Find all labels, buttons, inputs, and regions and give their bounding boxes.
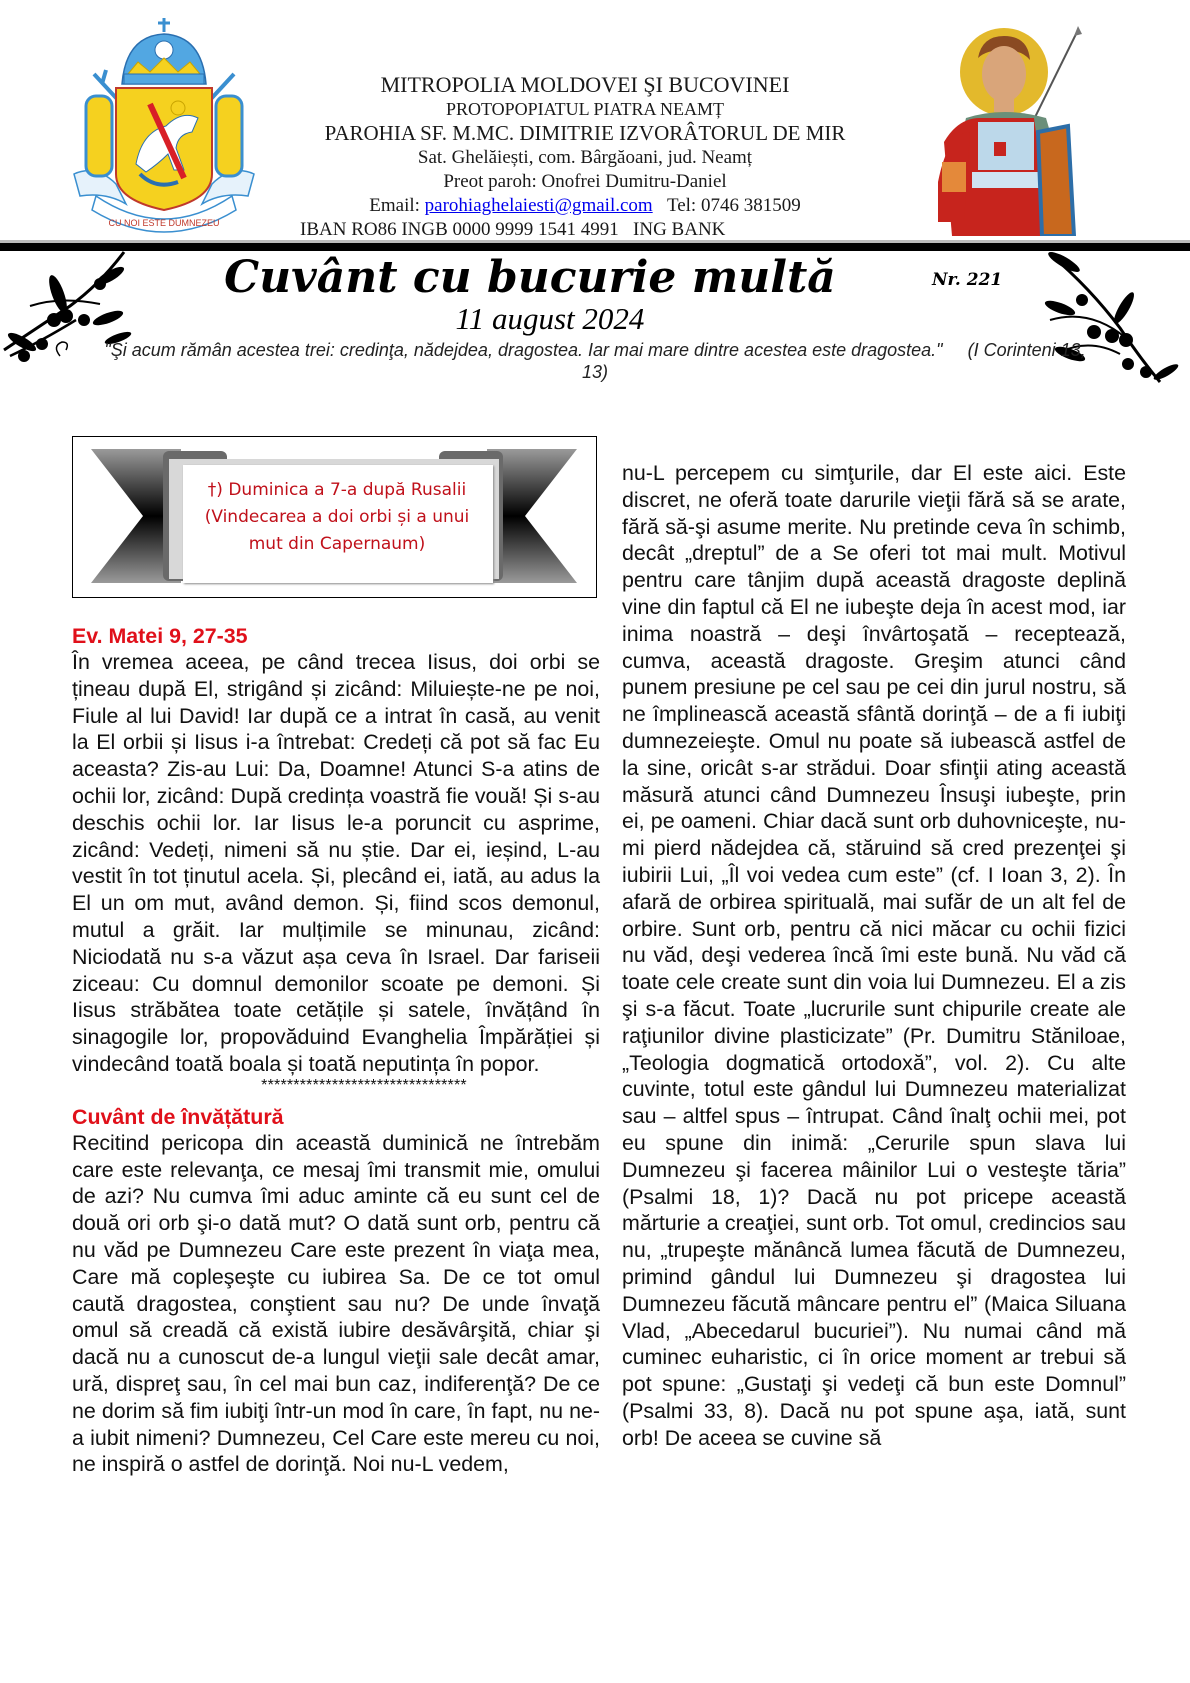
- feast-line-3: mut din Capernaum): [248, 534, 426, 554]
- contact-line: [280, 194, 890, 218]
- sermon-text-left: Recitind pericopa din această duminică ne întrebăm care este relevanţa, ce mesaj îmi transmit mie, omului de azi? Nu cumva îmi aduc aminte că eu sunt cel de două ori orb şi-o dată mut? O dată sunt orb, pentru că nu văd pe Dumnezeu Care este prezent în viaţa mea, Care mă copleşeşte cu iubirea Sa. De ce tot omul caută dragostea, conştient sau nu? De unde învaţă omul să creadă că există iubire desăvârşită, chiar şi dacă nu a cunoscut de-a lungul vieţii sale decât amar, ură, dispreţ sau, în cel mai bun caz, indiferenţă? De ce ne dorim să fim iubiţi într-un mod în care, în fapt, nu ne-a iubit nimeni? Dumnezeu, Cel Care este mereu cu noi, ne inspiră o astfel de dorinţă. Noi nu-L vedem,: [72, 1130, 600, 1477]
- parish-priest: Preot paroh: Onofrei Dumitru-Daniel: [443, 171, 727, 192]
- email-label: Email:: [369, 195, 425, 216]
- sermon-title: Cuvânt de învățătură: [72, 1104, 284, 1129]
- section-separator: ********************************: [261, 1076, 467, 1094]
- phone-number: Tel: 0746 381509: [666, 195, 801, 216]
- newsletter-title: Cuvânt cu bucurie multă: [224, 252, 836, 303]
- parish-header: [280, 72, 890, 241]
- feast-title: [182, 477, 492, 558]
- left-column: [72, 623, 600, 1478]
- iban-line: IBAN RO86 INGB 0000 9999 1541 4991 ING BANK: [300, 219, 726, 240]
- gospel-title: Ev. Matei 9, 27-35: [72, 624, 248, 648]
- organization-name: MITROPOLIA MOLDOVEI ŞI BUCOVINEI: [380, 72, 790, 97]
- saint-dimitrie-icon-image: [938, 22, 1088, 236]
- email-link[interactable]: parohiaghelaiesti@gmail.com: [424, 195, 653, 216]
- coat-of-arms-logo: [66, 14, 262, 240]
- issue-number: Nr. 221: [932, 270, 1003, 290]
- parish-address: Sat. Ghelăiești, com. Bârgăoani, jud. Neamț: [417, 147, 753, 168]
- sermon-text-right: nu-L percepem cu simţurile, dar El este aici. Este discret, ne oferă toate darurile vieţii fără să se arate, fără să-şi asume merite. Nu pretinde ceva în schimb, decât „dreptul” de a Se oferi tot mai mult. Motivul pentru care tânjim după această dragoste deplină vine din faptul că El ne iubeşte deja în acest mod, iar inima noastră – deşi învârtoşată – receptează, cumva, această dragoste. Greşim atunci când punem presiune pe cel sau pe cei din jurul nostru, să ne împlinească această sfântă dorinţă – de a fi iubiţi dumnezeieşte. Omul nu poate să iubească astfel de la sine, oricât s-ar strădui. Doar sfinţii ating această măsură atunci când Dumnezeu Însuşi iubeşte, prin ei, pe oameni. Chiar dacă sunt orb duhovniceşte, nu-mi pierd nădejdea că, stăruind să cred prezenţei şi iubirii Lui, „Îl voi vedea cum este” (cf. I Ioan 3, 2). În afară de orbirea spirituală, mai sufăr de un alt fel de orbire. Sunt orb, pentru că nici măcar cu ochii fizici nu văd, deşi vederea încă îmi este bună. Nu văd că toate cele create sunt din voia lui Dumnezeu. El a zis şi s-a făcut. Toate „lucrurile sunt chipurile create ale raţiunilor divine plasticizate” (Pr. Dumitru Stăniloae, „Teologia dogmatică ortodoxă”, vol. 2). Cu alte cuvinte, totul este gândul lui Dumnezeu materializat sau – altfel spus – întrupat. Când înalţ ochii mei, pot eu spune din inimă: „Cerurile spun slava lui Dumnezeu şi facerea mâinilor Lui o vesteşte tăria” (Psalmi 18, 1)? Dacă nu pot pricepe această mărturie a creaţiei, sunt orb. Tot omul, credincios sau nu, „trupeşte mănâncă lumea făcută de Dumnezeu, primind gândul lui Dumnezeu şi dragostea lui Dumnezeu făcută mâncare pentru el” (Maica Siluana Vlad, „Abecedarul bucuriei”). Nu numai când mă cuminec euharistic, ci în orice moment ar trebui să pot spune: „Gustaţi şi vedeţi că bun este Domnul” (Psalmi 33, 8). Dacă nu pot spune aşa, iată, sunt orb! De aceea se cuvine să: [622, 461, 1126, 1450]
- gospel-text: În vremea aceea, pe când trecea Iisus, doi orbi se țineau după El, strigând și zicând: Miluiește-ne pe noi, Fiule al lui David! Iar după ce a intrat în casă, au venit la El orbii și Iisus i-a întrebat: Credeți că pot să fac Eu aceasta? Zis-au Lui: Da, Doamne! Atunci S-a atins de ochii lor, zicând: După credința voastră fie vouă! Și s-au deschis ochii lor. Iar Iisus le-a poruncit cu asprime, zicând: Vedeți, nimeni să nu știe. Dar ei, ieșind, L-au vestit în tot ținutul acela. Și, plecând ei, iată, au adus la El un om mut, având demon. Și, fiind scos demonul, mutul a grăit. Iar mulțimile se minunau, zicând: Niciodată nu s-a văzut așa ceva în Israel. Dar fariseii ziceau: Cu domnul demonilor scoate pe demoni. Și Iisus străbătea toate cetățile și satele, învățând în sinagogile lor, propovăduind Evanghelia Împărăției și vindecând toată boala și toată neputința în popor.: [72, 650, 600, 1076]
- motto-quote: "Şi acum rămân acestea trei: credinţa, nădejdea, dragostea. Iar mai mare dintre acestea este dragostea." (I Corinteni 13, 13): [104, 340, 1091, 382]
- deanery-name: PROTOPOPIATUL PIATRA NEAMȚ: [445, 99, 725, 119]
- svg-text:CU NOI ESTE DUMNEZEU: CU NOI ESTE DUMNEZEU: [108, 218, 220, 228]
- parish-name: PAROHIA SF. M.MC. DIMITRIE IZVORÂTORUL DE MIR: [324, 121, 846, 145]
- right-column: [622, 460, 1126, 1451]
- feast-line-2: (Vindecarea a doi orbi și a unui: [204, 507, 470, 527]
- feast-line-1: †) Duminica a 7-a după Rusalii: [207, 480, 467, 500]
- issue-date: 11 august 2024: [455, 301, 645, 336]
